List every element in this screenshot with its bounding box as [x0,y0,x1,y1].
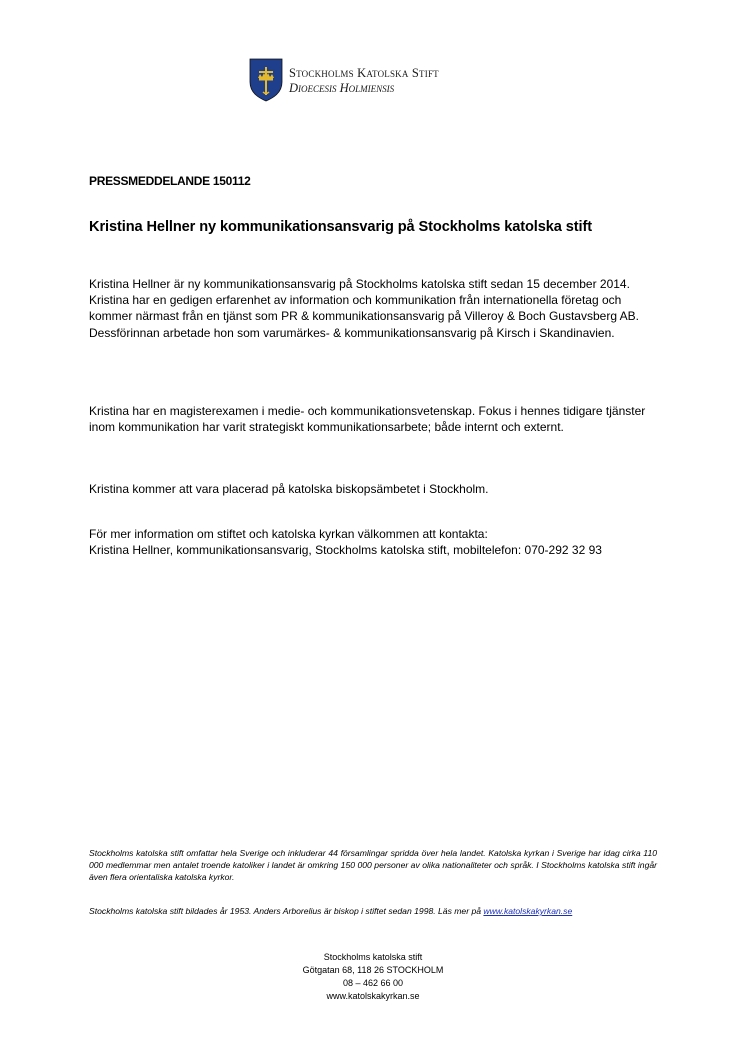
website-link[interactable]: www.katolskakyrkan.se [483,906,573,916]
address-phone: 08 – 462 66 00 [342,978,404,988]
address-web: www.katolskakyrkan.se [326,991,420,1001]
footnote-diocese: Stockholms katolska stift omfattar hela Sverige och inkluderar 44 församlingar spridda över hela landet. Katolska kyrkan i Sverige har idag cirka 110 000 medlemmar men antalet troende katoliker i landet är omkring 150 000 personer av olika nationaliteter och språk. I Stockholms katolska stift ingår även flera orientaliska katolska kyrkor. [89,848,657,883]
address-block [250,951,496,1003]
contact-block [89,526,664,558]
paragraph-education: Kristina har en magisterexamen i medie- och kommunikationsvetenskap. Fokus i hennes tidigare tjänster inom kommunikation har varit strategiskt kommunikationsarbete; både internt och externt. [89,404,646,435]
footnote-history [89,905,572,917]
contact-intro: För mer information om stiftet och katolska kyrkan välkommen att kontakta: [89,527,488,541]
address-street: Götgatan 68, 118 26 STOCKHOLM [302,965,444,975]
org-name: Stockholms Katolska Stift [289,66,439,80]
address-name: Stockholms katolska stift [323,952,423,962]
paragraph-location: Kristina kommer att vara placerad på katolska biskopsämbetet i Stockholm. [89,482,489,496]
paragraph-intro: Kristina Hellner är ny kommunikationsansvarig på Stockholms katolska stift sedan 15 december 2014. Kristina har en gedigen erfarenhet av information och kommunikation från internationella företag och kommer närmast från en tjänst som PR & kommunikationsansvarig på Villeroy & Boch Gustavsberg AB. Dessförinnan arbetade hon som varumärkes- & kommunikationsansvarig på Kirsch i Skandinavien. [89,277,640,340]
contact-line: Kristina Hellner, kommunikationsansvarig, Stockholms katolska stift, mobiltelefon: 070-292 32 93 [89,543,602,558]
press-release-label: PRESSMEDDELANDE 150112 [89,174,251,188]
org-latin-name: Dioecesis Holmiensis [289,81,395,95]
page-title: Kristina Hellner ny kommunikationsansvarig på Stockholms katolska stift [89,219,593,235]
diocese-shield-icon [249,58,283,102]
footnote-history-text: Stockholms katolska stift bildades år 1953. Anders Arborelius är biskop i stiftet sedan 1998. Läs mer på [89,906,484,916]
